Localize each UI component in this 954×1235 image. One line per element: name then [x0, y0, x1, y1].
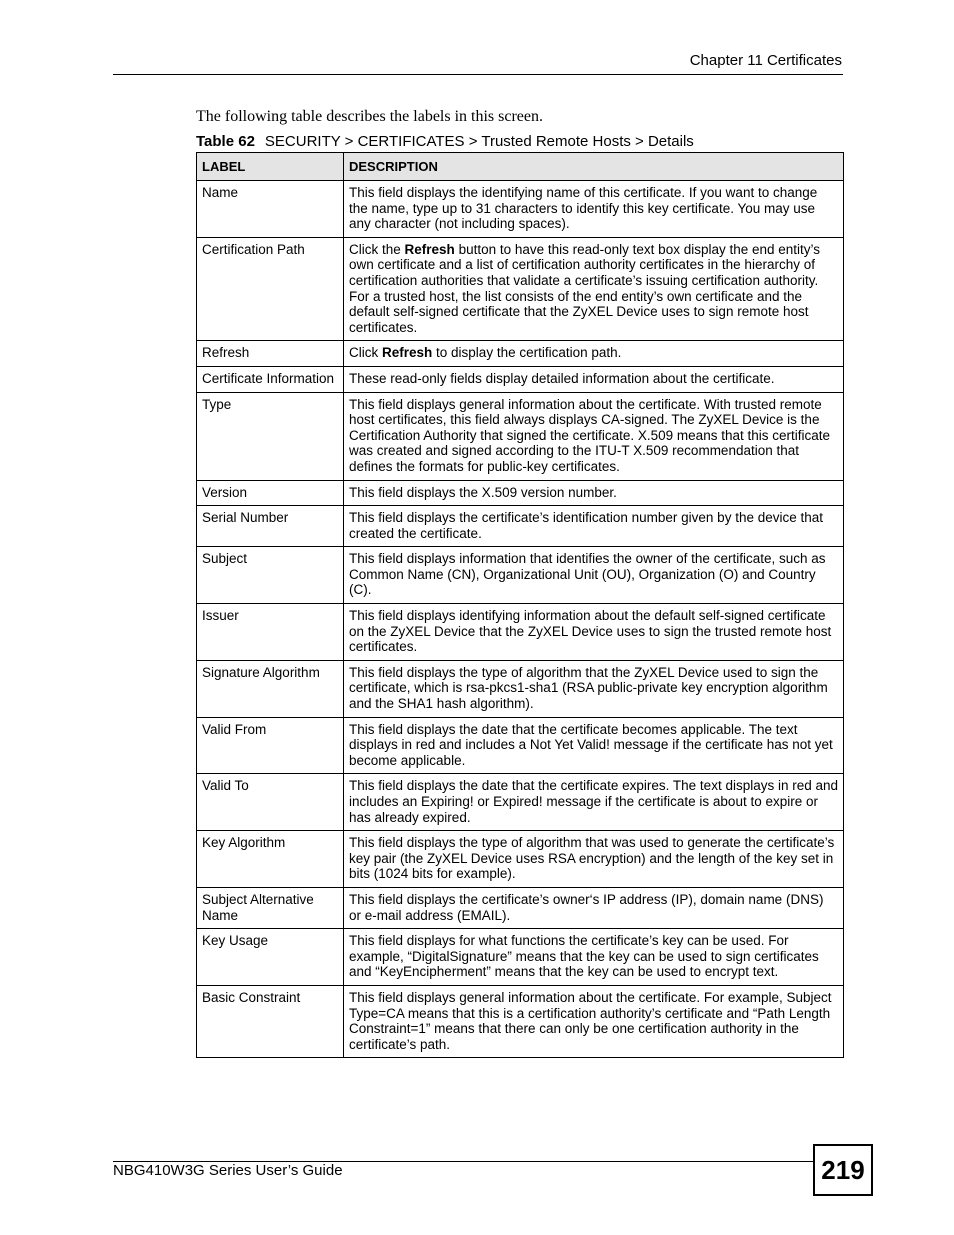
table-body [197, 181, 844, 1058]
table-row [197, 660, 844, 717]
row-description [344, 480, 844, 506]
labels-table [196, 152, 844, 1058]
chapter-header: Chapter 11 Certificates [689, 52, 842, 69]
table-row [197, 929, 844, 986]
column-header-description: DESCRIPTION [344, 153, 844, 181]
table-caption [196, 133, 694, 150]
page-number: 219 [813, 1144, 873, 1196]
row-description [344, 366, 844, 392]
row-description [344, 887, 844, 928]
row-label: Type [197, 392, 344, 480]
row-label: Basic Constraint [197, 985, 344, 1057]
table-row [197, 831, 844, 888]
description-text: This field displays information that identifies the owner of the certificate, such as Common Name (CN), Organizational Unit (OU), Organization (O) and Country (C). [349, 551, 826, 598]
table-row [197, 506, 844, 547]
row-description [344, 341, 844, 367]
description-text: This field displays the date that the certificate expires. The text displays in red and includes an Expiring! or Expired! message if the certificate is about to expire or has already expired. [349, 778, 839, 825]
description-text: This field displays the type of algorithm that the ZyXEL Device used to sign the certificate, which is rsa-pkcs1-sha1 (RSA public-private key encryption algorithm and the SHA1 hash algorithm). [349, 664, 828, 712]
description-text: These read-only fields display detailed information about the certificate. [349, 370, 775, 386]
table-row [197, 717, 844, 774]
intro-paragraph: The following table describes the labels in this screen. [196, 108, 544, 125]
description-text: This field displays identifying information about the default self-signed certificate on the ZyXEL Device that the ZyXEL Device uses to sign the trusted remote host certificates. [349, 608, 832, 655]
row-label: Version [197, 480, 344, 506]
table-row [197, 392, 844, 480]
table-row [197, 341, 844, 367]
table-row [197, 547, 844, 604]
description-text: to display the certification path. [432, 345, 622, 361]
row-description [344, 506, 844, 547]
row-description [344, 929, 844, 986]
description-text: This field displays the type of algorithm that was used to generate the certificate’s key pair (the ZyXEL Device uses RSA encryption) and the length of the key set in bits (1024 bits for example). [349, 835, 835, 882]
table-title: SECURITY > CERTIFICATES > Trusted Remote Hosts > Details [264, 133, 694, 150]
description-text: This field displays the X.509 version number. [349, 484, 617, 500]
row-label: Valid From [197, 717, 344, 774]
row-label: Issuer [197, 604, 344, 661]
row-label: Name [197, 181, 344, 238]
description-text: Click the [349, 241, 405, 257]
row-description [344, 660, 844, 717]
column-header-label: LABEL [197, 153, 344, 181]
description-text: This field displays general information about the certificate. With trusted remote host certificates, this field always displays CA-signed. The ZyXEL Device is the Certification Authority that signed the certificate. X.509 means that this certificate was created and signed according to the ITU-T X.509 recommendation that defines the formats for public-key certificates. [349, 396, 830, 474]
row-description [344, 717, 844, 774]
row-label: Certificate Information [197, 366, 344, 392]
guide-title: NBG410W3G Series User’s Guide [113, 1162, 343, 1179]
description-bold-text: Refresh [382, 345, 433, 361]
row-description [344, 774, 844, 831]
table-row [197, 237, 844, 341]
table-row [197, 985, 844, 1057]
description-text: This field displays for what functions the certificate’s key can be used. For example, “DigitalSignature” means that the key can be used to sign certificates and “KeyEncipherment” means that the key can be used to encrypt text. [349, 933, 819, 980]
description-text: Click [349, 345, 382, 361]
description-text: This field displays the certificate’s identification number given by the device that created the certificate. [349, 510, 824, 541]
description-text: This field displays the certificate’s owner‘s IP address (IP), domain name (DNS) or e-mail address (EMAIL). [349, 891, 824, 923]
row-label: Valid To [197, 774, 344, 831]
row-label: Subject [197, 547, 344, 604]
row-label: Key Usage [197, 929, 344, 986]
description-text: This field displays the date that the certificate becomes applicable. The text displays in red and includes a Not Yet Valid! message if the certificate has not yet become applicable. [349, 721, 833, 768]
table-row [197, 604, 844, 661]
table-row [197, 181, 844, 238]
row-description [344, 392, 844, 480]
description-text: This field displays the identifying name of this certificate. If you want to change the name, type up to 31 characters to identify this key certificate. You may use any character (not including spaces). [349, 185, 818, 232]
description-text: button to have this read-only text box display the end entity’s own certificate and a list of certification authority certificates in the hierarchy of certification authorities that validate a certificate’s issuing certification authority. For a trusted host, the list consists of the end entity’s own certificate and the default self-signed certificate that the ZyXEL Device uses to sign remote host certificates. [349, 241, 821, 335]
row-label: Key Algorithm [197, 831, 344, 888]
table-row [197, 887, 844, 928]
row-label: Certification Path [197, 237, 344, 341]
row-description [344, 181, 844, 238]
table-row [197, 480, 844, 506]
table-number: Table 62 [196, 133, 255, 150]
row-description [344, 985, 844, 1057]
description-text: This field displays general information about the certificate. For example, Subject Type=CA means that this is a certification authority’s certificate and “Path Length Constraint=1” means that there can only be one certification authority in the certificate’s path. [349, 989, 832, 1052]
row-label: Signature Algorithm [197, 660, 344, 717]
row-description [344, 547, 844, 604]
table-row [197, 366, 844, 392]
description-bold-text: Refresh [404, 241, 455, 257]
row-label: Subject Alternative Name [197, 887, 344, 928]
row-label: Serial Number [197, 506, 344, 547]
header-rule [113, 74, 843, 75]
row-label: Refresh [197, 341, 344, 367]
row-description [344, 237, 844, 341]
table-header-row [197, 153, 844, 181]
table-row [197, 774, 844, 831]
row-description [344, 604, 844, 661]
row-description [344, 831, 844, 888]
